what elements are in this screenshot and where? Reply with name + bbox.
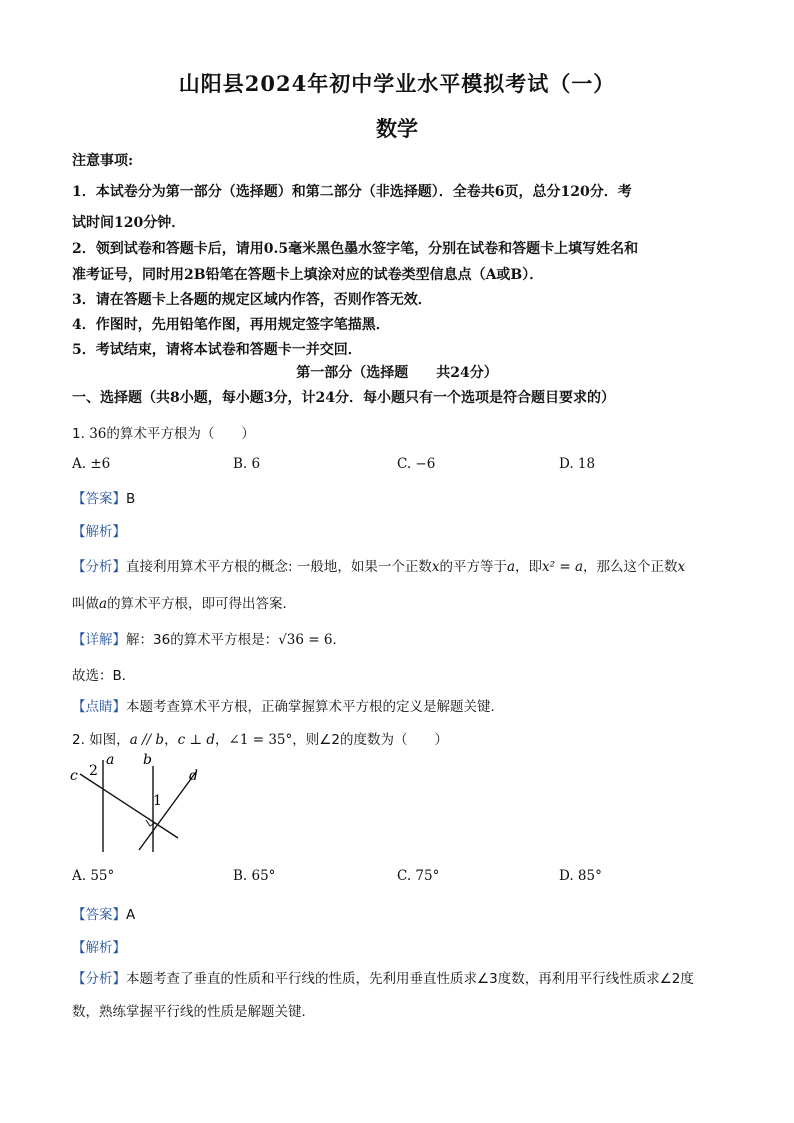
label-angle-2: 2	[89, 763, 98, 779]
fenxi-text: ，即	[515, 559, 543, 575]
analysis-line	[72, 936, 126, 956]
dianjing-line	[72, 695, 504, 715]
fenxi-line-2	[72, 592, 296, 612]
line-c	[80, 774, 178, 838]
fenxi-text: 叫做	[72, 596, 99, 612]
option-b: B. 65°	[233, 868, 276, 884]
answer-tag: 【答案】	[72, 907, 126, 923]
fenxi-line-1	[72, 555, 685, 575]
analysis-line	[72, 520, 126, 540]
fenxi-tag: 【分析】	[72, 559, 126, 575]
fenxi-text: 直接利用算术平方根的概念: 一般地，如果一个正数	[126, 559, 432, 575]
math-var: x	[677, 559, 686, 575]
notice-item: 4．作图时，先用铅笔作图，再用规定签字笔描黑．	[72, 317, 390, 333]
fenxi-text: 的平方等于	[439, 559, 507, 575]
math-expression: c ⊥ d	[177, 732, 216, 748]
math-expression: a // b	[129, 732, 165, 748]
detail-text: 解：	[126, 632, 153, 648]
answer-line	[72, 903, 135, 923]
notice-heading: 注意事项:	[72, 153, 134, 169]
choose-line: 故选：B．	[72, 668, 136, 684]
question-1	[72, 422, 255, 442]
analysis-tag: 【解析】	[72, 940, 126, 956]
notice-item: 5．考试结束，请将本试卷和答题卡一并交回．	[72, 342, 362, 358]
answer-tag: 【答案】	[72, 491, 126, 507]
dianjing-text: 本题考查算术平方根，正确掌握算术平方根的定义是解题关键．	[126, 699, 504, 715]
notice-item: 准考证号，同时用2B铅笔在答题卡上填涂对应的试卷类型信息点（A或B）．	[72, 267, 544, 283]
notice-item: 1．本试卷分为第一部分（选择题）和第二部分（非选择题）．全卷共6页，总分120分．考	[72, 184, 632, 200]
separator: ，	[164, 732, 178, 748]
page-title: 山阳县2024年初中学业水平模拟考试（一）	[178, 71, 616, 96]
label-d: d	[189, 768, 198, 784]
question-number: 2.	[72, 732, 85, 748]
label-a: a	[106, 752, 115, 768]
q2-stem: ，则∠2的度数为（ ）	[292, 732, 448, 748]
detail-tag: 【详解】	[72, 632, 126, 648]
q1-stem: 的算术平方根为（ ）	[106, 426, 255, 442]
option-a: A. ±6	[72, 456, 111, 472]
math-var: a	[506, 559, 516, 575]
option-c: C. 75°	[397, 868, 440, 884]
math-var: a	[99, 596, 108, 612]
q2-stem: 如图，	[89, 732, 130, 748]
fenxi-text: 本题考查了垂直的性质和平行线的性质，先利用垂直性质求∠3度数，再利用平行线性质求∠2度	[126, 971, 694, 987]
answer-value: A	[126, 907, 136, 923]
question-2	[72, 728, 448, 748]
option-c: C. −6	[397, 456, 436, 472]
detail-text: 的算术平方根是：	[170, 632, 279, 648]
section-heading: 一、选择题（共8小题，每小题3分，计24分．每小题只有一个选项是符合题目要求的）	[72, 390, 615, 406]
detail-text: ．	[332, 632, 346, 648]
math-equation: √36 = 6	[278, 632, 333, 648]
label-angle-1: 1	[153, 793, 162, 809]
q1-value: 36	[89, 426, 107, 442]
label-c: c	[70, 768, 78, 784]
math-equation: x² = a	[542, 559, 583, 575]
detail-line	[72, 628, 346, 648]
geometry-figure	[66, 752, 216, 862]
dianjing-tag: 【点睛】	[72, 699, 126, 715]
fenxi-line-2: 数，熟练掌握平行线的性质是解题关键．	[72, 1004, 315, 1020]
fenxi-tag: 【分析】	[72, 971, 126, 987]
option-d: D. 18	[559, 456, 596, 472]
separator: ，	[215, 732, 229, 748]
option-d: D. 85°	[559, 868, 602, 884]
notice-item: 试时间120分钟．	[72, 215, 186, 231]
option-a: A. 55°	[72, 868, 115, 884]
fenxi-text: ，那么这个正数	[583, 559, 678, 575]
part-heading: 第一部分（选择题 共24分）	[296, 365, 498, 381]
answer-line	[72, 487, 135, 507]
option-b: B. 6	[233, 456, 261, 472]
label-b: b	[143, 752, 152, 768]
line-d	[139, 772, 196, 850]
analysis-tag: 【解析】	[72, 524, 126, 540]
fenxi-line-1	[72, 967, 694, 987]
fenxi-text: 的算术平方根，即可得出答案．	[107, 596, 297, 612]
math-var: x	[431, 559, 440, 575]
subject-title: 数学	[376, 116, 418, 141]
question-number: 1.	[72, 426, 85, 442]
answer-value: B	[126, 491, 136, 507]
math-expression: ∠1 = 35°	[228, 732, 293, 748]
notice-item: 3．请在答题卡上各题的规定区域内作答，否则作答无效．	[72, 292, 432, 308]
notice-item: 2．领到试卷和答题卡后，请用0.5毫米黑色墨水签字笔，分别在试卷和答题卡上填写姓名和	[72, 241, 639, 257]
detail-number: 36	[153, 632, 171, 648]
